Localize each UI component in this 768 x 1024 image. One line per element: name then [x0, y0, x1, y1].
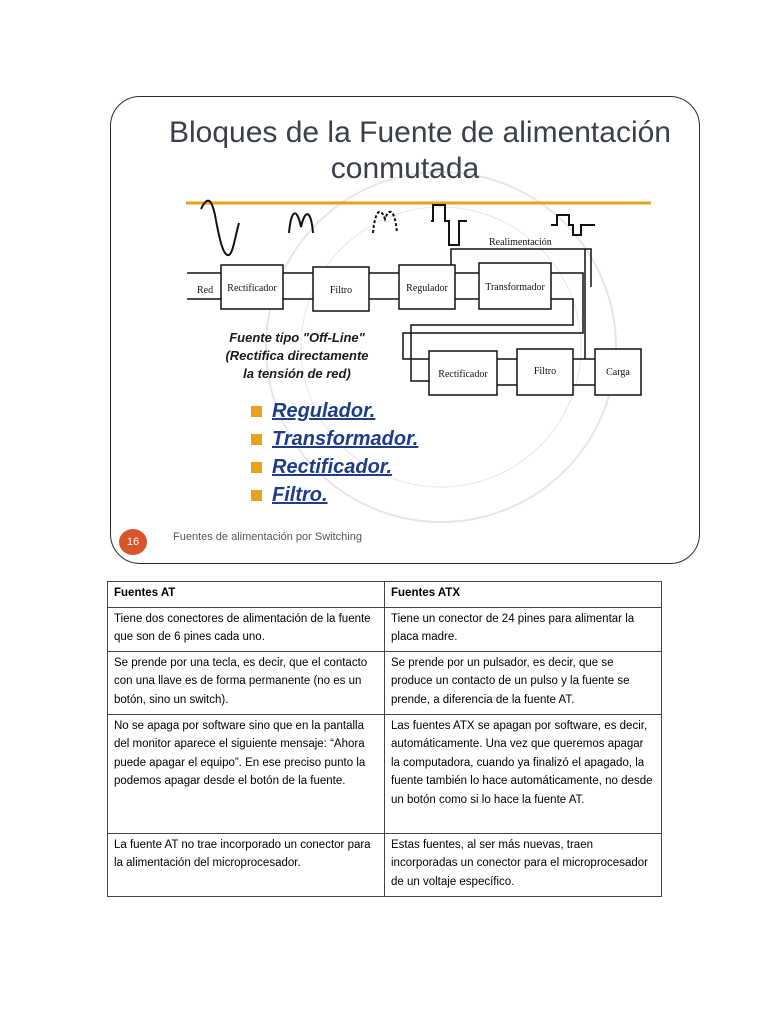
- comparison-table: [107, 581, 662, 897]
- bullet-text: Filtro.: [272, 483, 328, 506]
- block-rectificador-label: Rectificador: [227, 283, 277, 294]
- table-cell: Se prende por un pulsador, es decir, que se produce un contacto de un pulso y la fuente se prende, a diferencia de la fuente AT.: [385, 651, 662, 714]
- realimentacion-label: Realimentación: [489, 237, 552, 248]
- square-bullet-icon: [251, 434, 262, 445]
- offline-line3: la tensión de red): [243, 366, 351, 381]
- bullet-list: [251, 397, 418, 509]
- table-cell: La fuente AT no trae incorporado un conector para la alimentación del microprocesador.: [108, 833, 385, 896]
- header-fuentes-atx: Fuentes ATX: [385, 582, 662, 608]
- table-header-row: [108, 582, 662, 608]
- bullet-item: [251, 453, 418, 481]
- offline-line1: Fuente tipo "Off-Line": [229, 330, 365, 345]
- bullet-text: Rectificador.: [272, 455, 393, 478]
- table-row: [108, 607, 662, 651]
- square-bullet-icon: [251, 406, 262, 417]
- offline-caption: [207, 329, 387, 383]
- table-cell: Las fuentes ATX se apagan por software, es decir, automáticamente. Una vez que queremos apagar la computadora, cuando ya finalizó el apagado, la fuente también lo hace automáticamente, no desde un botón como si lo hace la fuente AT.: [385, 714, 662, 833]
- slide-page-number: 16: [119, 529, 147, 555]
- table-cell: Tiene dos conectores de alimentación de la fuente que son de 6 pines cada uno.: [108, 607, 385, 651]
- table-row: [108, 714, 662, 833]
- block-rectificador-2-label: Rectificador: [438, 369, 488, 380]
- bullet-item: [251, 425, 418, 453]
- waveform-square: [431, 205, 467, 245]
- waveform-square-small: [551, 215, 595, 235]
- red-label: Red: [197, 285, 214, 296]
- block-filtro-2-label: Filtro: [533, 366, 557, 377]
- waveform-rectified: [289, 213, 313, 233]
- block-regulador-label: Regulador: [406, 283, 448, 294]
- slide-footer: Fuentes de alimentación por Switching: [173, 531, 362, 543]
- table-cell: Estas fuentes, al ser más nuevas, traen incorporadas un conector para el microprocesador de un voltaje específico.: [385, 833, 662, 896]
- table-cell: No se apaga por software sino que en la pantalla del monitor aparece el siguiente mensaje: “Ahora puede apagar el equipo”. En ese preciso punto la podemos apagar desde el botón de la fuente.: [108, 714, 385, 833]
- bullet-item: [251, 481, 418, 509]
- table-cell: Tiene un conector de 24 pines para alimentar la placa madre.: [385, 607, 662, 651]
- table-cell: Se prende por una tecla, es decir, que el contacto con una llave es de forma permanente (no es un botón, sino un switch).: [108, 651, 385, 714]
- slide-title-line1: Bloques de la Fuente de alimentación: [168, 116, 671, 149]
- square-bullet-icon: [251, 490, 262, 501]
- square-bullet-icon: [251, 462, 262, 473]
- slide: [110, 96, 700, 564]
- slide-title-line2: conmutada: [330, 152, 480, 185]
- block-transformador-label: Transformador: [485, 282, 545, 293]
- bullet-text: Regulador.: [272, 399, 376, 422]
- table-row: [108, 651, 662, 714]
- bullet-text: Transformador.: [272, 427, 419, 450]
- header-fuentes-at: Fuentes AT: [108, 582, 385, 608]
- bullet-item: [251, 397, 418, 425]
- offline-line2: (Rectifica directamente: [225, 348, 369, 363]
- waveform-sine: [201, 201, 239, 256]
- block-carga-label: Carga: [606, 367, 630, 378]
- block-filtro-label: Filtro: [329, 285, 353, 296]
- table-row: [108, 833, 662, 896]
